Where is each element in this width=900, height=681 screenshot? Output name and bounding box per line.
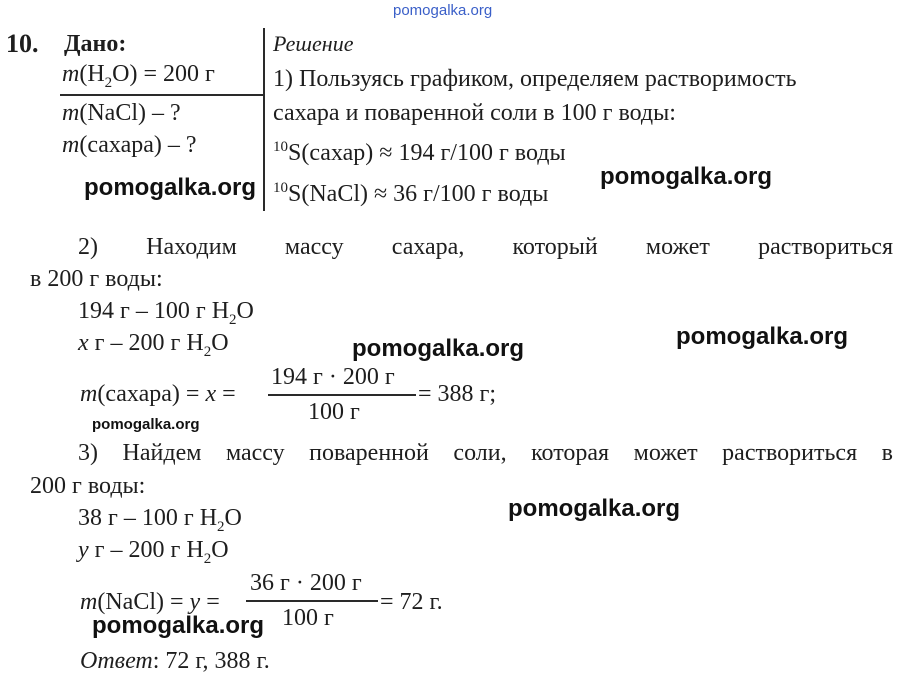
step1-line2: сахара и поваренной соли в 100 г воды: [273,100,676,126]
given-heading: Дано: [64,31,127,57]
problem-number: 10. [6,29,39,58]
given-nacl-unknown [62,99,181,127]
prop-text: г – 200 г H [88,537,204,563]
formula-sub: 2 [104,74,113,91]
answer-text: : 72 г, 388 г. [152,648,270,674]
watermark: pomogalka.org [84,174,257,201]
unknown-var: y [78,537,89,563]
prop-sub: 2 [229,311,237,328]
step2-result: = 388 г; [418,381,497,407]
step3-line1: 3) Найдем массу поваренной соли, которая может раствориться в [78,440,893,466]
given-sugar-unknown [62,131,197,159]
watermark-top: pomogalka.org [393,2,493,19]
watermark: pomogalka.org [352,335,525,362]
step2-equation-lhs [80,380,236,408]
formula-rest: (NaCl) – ? [79,100,181,126]
prop-end: O [211,537,229,563]
watermark: pomogalka.org [508,495,681,522]
step2-line2: в 200 г воды: [30,266,163,292]
prop-end: O [224,505,242,531]
prop-sub: 2 [203,343,212,360]
unknown-var: x [205,381,217,407]
formula-open: (H [79,61,105,87]
formula-rest: O) = 200 г [112,61,215,87]
step3-proportion1 [78,504,242,535]
mass-symbol: m [80,381,98,407]
unknown-var: x [78,330,89,356]
step3-fraction-bar [246,600,378,602]
step3-numerator: 36 г · 200 г [250,570,362,596]
mass-symbol: m [62,132,80,158]
step2-fraction-bar [268,394,416,396]
prop-sub: 2 [203,550,212,567]
unknown-var: y [189,589,201,615]
eq-sign: = [216,381,236,407]
watermark: pomogalka.org [92,416,200,433]
mass-symbol: m [62,61,80,87]
given-divider [60,94,265,96]
temperature-sup: 10 [273,180,288,196]
eq-lhs: (сахара) = [97,381,206,407]
solubility-text: S(NaCl) ≈ 36 г/100 г воды [288,181,549,207]
watermark: pomogalka.org [676,323,849,350]
watermark: pomogalka.org [600,163,773,190]
prop-text: 194 г – 100 г H [78,298,230,324]
prop-text: г – 200 г H [88,330,204,356]
step2-proportion1 [78,297,254,328]
solubility-nacl [273,180,548,208]
prop-sub: 2 [217,518,225,535]
formula-rest: (сахара) – ? [79,132,197,158]
prop-text: 38 г – 100 г H [78,505,218,531]
step2-proportion2 [78,329,229,360]
step1-line1: 1) Пользуясь графиком, определяем растворимость [273,66,797,92]
given-solution-separator [263,28,265,211]
step3-line2: 200 г воды: [30,473,146,499]
step2-denominator: 100 г [308,399,360,425]
step3-proportion2 [78,536,229,567]
watermark: pomogalka.org [92,612,265,639]
step3-denominator: 100 г [282,605,334,631]
eq-sign: = [200,589,220,615]
solubility-sugar [273,139,566,167]
given-water-mass [62,60,215,91]
step2-line1: 2) Находим массу сахара, который может раствориться [78,234,893,260]
prop-end: O [236,298,254,324]
temperature-sup: 10 [273,139,288,155]
mass-symbol: m [80,589,98,615]
answer-label: Ответ [80,648,153,674]
step3-result: = 72 г. [380,589,443,615]
step2-numerator: 194 г · 200 г [271,364,395,390]
eq-lhs: (NaCl) = [97,589,190,615]
answer-line [80,647,270,675]
prop-end: O [211,330,229,356]
solubility-text: S(сахар) ≈ 194 г/100 г воды [288,140,566,166]
solution-heading: Решение [273,31,354,56]
mass-symbol: m [62,100,80,126]
